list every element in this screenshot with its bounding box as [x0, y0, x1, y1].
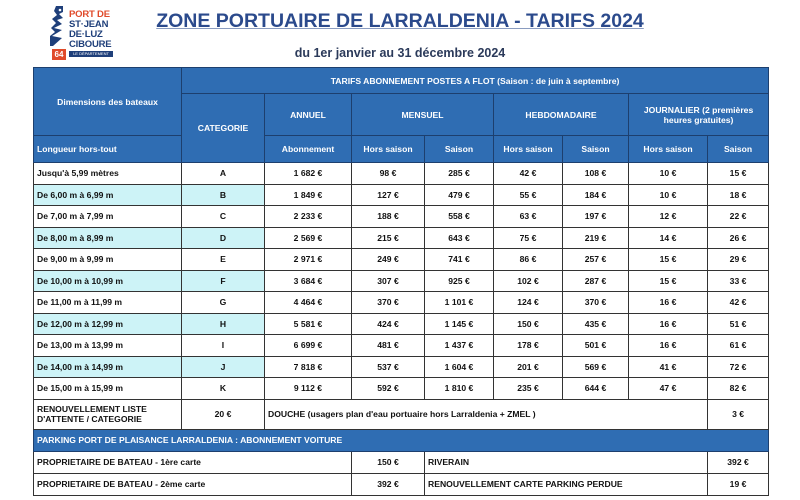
- jour-hors-saison-subheader: Hors saison: [629, 136, 708, 163]
- price-jour-hs: 10 €: [629, 184, 708, 206]
- price-jour-s: 61 €: [708, 335, 769, 357]
- price-jour-s: 51 €: [708, 313, 769, 335]
- price-annuel: 5 581 €: [265, 313, 352, 335]
- price-mens-hs: 249 €: [352, 249, 425, 271]
- boat-length: De 6,00 m à 6,99 m: [34, 184, 182, 206]
- price-jour-hs: 12 €: [629, 206, 708, 228]
- parking-riverain-label: RIVERAIN: [425, 451, 708, 473]
- price-mens-hs: 215 €: [352, 227, 425, 249]
- tariff-row: [34, 163, 769, 185]
- price-mens-s: 1 810 €: [425, 378, 494, 400]
- parking-riverain-price: 392 €: [708, 451, 769, 473]
- price-hebdo-s: 257 €: [563, 249, 629, 271]
- price-mens-hs: 481 €: [352, 335, 425, 357]
- price-hebdo-hs: 86 €: [494, 249, 563, 271]
- parking-owner-2-price: 392 €: [352, 473, 425, 495]
- mensuel-header: MENSUEL: [352, 94, 494, 136]
- category-letter: G: [182, 292, 265, 314]
- tariff-row: [34, 313, 769, 335]
- tariff-row: [34, 184, 769, 206]
- hebdo-saison-subheader: Saison: [563, 136, 629, 163]
- boat-length: De 14,00 m à 14,99 m: [34, 356, 182, 378]
- price-hebdo-s: 184 €: [563, 184, 629, 206]
- category-letter: J: [182, 356, 265, 378]
- category-letter: A: [182, 163, 265, 185]
- price-jour-hs: 10 €: [629, 163, 708, 185]
- price-jour-s: 29 €: [708, 249, 769, 271]
- boat-length: De 8,00 m à 8,99 m: [34, 227, 182, 249]
- abonnement-subheader: Abonnement: [265, 136, 352, 163]
- price-hebdo-hs: 75 €: [494, 227, 563, 249]
- tariff-row: [34, 227, 769, 249]
- boat-length: De 7,00 m à 7,99 m: [34, 206, 182, 228]
- category-header: CATEGORIE: [182, 94, 265, 163]
- price-annuel: 9 112 €: [265, 378, 352, 400]
- category-letter: I: [182, 335, 265, 357]
- price-jour-s: 72 €: [708, 356, 769, 378]
- price-hebdo-hs: 124 €: [494, 292, 563, 314]
- price-annuel: 2 233 €: [265, 206, 352, 228]
- renewal-price: 20 €: [182, 399, 265, 429]
- boat-length: De 11,00 m à 11,99 m: [34, 292, 182, 314]
- parking-owner-1-price: 150 €: [352, 451, 425, 473]
- price-hebdo-hs: 102 €: [494, 270, 563, 292]
- hebdomadaire-header: HEBDOMADAIRE: [494, 94, 629, 136]
- boat-length: De 12,00 m à 12,99 m: [34, 313, 182, 335]
- category-letter: B: [182, 184, 265, 206]
- price-hebdo-s: 644 €: [563, 378, 629, 400]
- mensuel-hors-saison-subheader: Hors saison: [352, 136, 425, 163]
- boat-length: De 10,00 m à 10,99 m: [34, 270, 182, 292]
- tariff-row: [34, 335, 769, 357]
- boat-length: De 9,00 m à 9,99 m: [34, 249, 182, 271]
- price-mens-hs: 424 €: [352, 313, 425, 335]
- price-jour-s: 18 €: [708, 184, 769, 206]
- price-mens-hs: 537 €: [352, 356, 425, 378]
- price-jour-hs: 16 €: [629, 313, 708, 335]
- price-jour-hs: 14 €: [629, 227, 708, 249]
- journalier-header: JOURNALIER (2 premières heures gratuites): [629, 94, 769, 136]
- tariff-row: [34, 356, 769, 378]
- parking-lost-card-price: 19 €: [708, 473, 769, 495]
- price-hebdo-hs: 55 €: [494, 184, 563, 206]
- price-mens-hs: 307 €: [352, 270, 425, 292]
- hebdo-hors-saison-subheader: Hors saison: [494, 136, 563, 163]
- dimensions-header: Dimensions des bateaux: [34, 68, 182, 136]
- parking-owner-2-label: PROPRIETAIRE DE BATEAU - 2ème carte: [34, 473, 352, 495]
- price-hebdo-hs: 150 €: [494, 313, 563, 335]
- price-annuel: 1 849 €: [265, 184, 352, 206]
- port-logo-text: PORT DE ST·JEAN DE·LUZ CIBOURE: [69, 9, 112, 50]
- boat-length: De 13,00 m à 13,99 m: [34, 335, 182, 357]
- parking-header: PARKING PORT DE PLAISANCE LARRALDENIA : ABONNEMENT VOITURE: [34, 429, 769, 451]
- price-mens-s: 285 €: [425, 163, 494, 185]
- price-hebdo-s: 197 €: [563, 206, 629, 228]
- category-letter: K: [182, 378, 265, 400]
- price-jour-hs: 15 €: [629, 249, 708, 271]
- price-jour-hs: 41 €: [629, 356, 708, 378]
- page-subtitle: du 1er janvier au 31 décembre 2024: [294, 46, 506, 60]
- tariff-table: [33, 67, 769, 496]
- price-hebdo-hs: 63 €: [494, 206, 563, 228]
- price-annuel: 1 682 €: [265, 163, 352, 185]
- tariff-row: [34, 292, 769, 314]
- boat-length: Jusqu'à 5,99 mètres: [34, 163, 182, 185]
- tariff-row: [34, 378, 769, 400]
- price-hebdo-hs: 201 €: [494, 356, 563, 378]
- price-mens-s: 925 €: [425, 270, 494, 292]
- price-jour-hs: 16 €: [629, 292, 708, 314]
- parking-owner-1-label: PROPRIETAIRE DE BATEAU - 1ère carte: [34, 451, 352, 473]
- price-mens-s: 1 145 €: [425, 313, 494, 335]
- price-jour-s: 26 €: [708, 227, 769, 249]
- price-hebdo-hs: 235 €: [494, 378, 563, 400]
- price-hebdo-hs: 178 €: [494, 335, 563, 357]
- length-header: Longueur hors-tout: [34, 136, 182, 163]
- price-hebdo-hs: 42 €: [494, 163, 563, 185]
- price-mens-hs: 370 €: [352, 292, 425, 314]
- department-label: LE DÉPARTEMENT: [69, 51, 113, 57]
- price-mens-hs: 592 €: [352, 378, 425, 400]
- price-mens-s: 741 €: [425, 249, 494, 271]
- jour-saison-subheader: Saison: [708, 136, 769, 163]
- price-mens-hs: 98 €: [352, 163, 425, 185]
- price-jour-hs: 16 €: [629, 335, 708, 357]
- price-mens-hs: 188 €: [352, 206, 425, 228]
- main-tariff-header: TARIFS ABONNEMENT POSTES A FLOT (Saison : de juin à septembre): [182, 68, 769, 94]
- price-hebdo-s: 435 €: [563, 313, 629, 335]
- shower-label: DOUCHE (usagers plan d'eau portuaire hors Larraldenia + ZMEL ): [265, 399, 708, 429]
- price-jour-s: 22 €: [708, 206, 769, 228]
- price-jour-s: 33 €: [708, 270, 769, 292]
- price-hebdo-s: 287 €: [563, 270, 629, 292]
- shower-price: 3 €: [708, 399, 769, 429]
- price-jour-s: 82 €: [708, 378, 769, 400]
- mensuel-saison-subheader: Saison: [425, 136, 494, 163]
- price-annuel: 2 569 €: [265, 227, 352, 249]
- price-jour-hs: 15 €: [629, 270, 708, 292]
- parking-lost-card-label: RENOUVELLEMENT CARTE PARKING PERDUE: [425, 473, 708, 495]
- price-hebdo-s: 501 €: [563, 335, 629, 357]
- tariff-row: [34, 270, 769, 292]
- category-letter: H: [182, 313, 265, 335]
- price-jour-hs: 47 €: [629, 378, 708, 400]
- price-annuel: 2 971 €: [265, 249, 352, 271]
- price-hebdo-s: 108 €: [563, 163, 629, 185]
- price-mens-s: 1 101 €: [425, 292, 494, 314]
- price-hebdo-s: 569 €: [563, 356, 629, 378]
- price-hebdo-s: 219 €: [563, 227, 629, 249]
- price-jour-s: 42 €: [708, 292, 769, 314]
- tariff-row: [34, 206, 769, 228]
- price-annuel: 6 699 €: [265, 335, 352, 357]
- category-letter: C: [182, 206, 265, 228]
- price-hebdo-s: 370 €: [563, 292, 629, 314]
- tariff-row: [34, 249, 769, 271]
- price-mens-s: 479 €: [425, 184, 494, 206]
- price-mens-s: 558 €: [425, 206, 494, 228]
- page-title: ZONE PORTUAIRE DE LARRALDENIA - TARIFS 2024: [156, 10, 644, 32]
- boat-length: De 15,00 m à 15,99 m: [34, 378, 182, 400]
- category-letter: D: [182, 227, 265, 249]
- category-letter: E: [182, 249, 265, 271]
- price-mens-s: 1 437 €: [425, 335, 494, 357]
- department-number: 64: [52, 49, 66, 60]
- price-mens-s: 643 €: [425, 227, 494, 249]
- category-letter: F: [182, 270, 265, 292]
- price-annuel: 7 818 €: [265, 356, 352, 378]
- price-jour-s: 15 €: [708, 163, 769, 185]
- price-annuel: 3 684 €: [265, 270, 352, 292]
- renewal-label: RENOUVELLEMENT LISTE D'ATTENTE / CATEGORIE: [34, 399, 182, 429]
- annuel-header: ANNUEL: [265, 94, 352, 136]
- price-mens-s: 1 604 €: [425, 356, 494, 378]
- price-annuel: 4 464 €: [265, 292, 352, 314]
- price-mens-hs: 127 €: [352, 184, 425, 206]
